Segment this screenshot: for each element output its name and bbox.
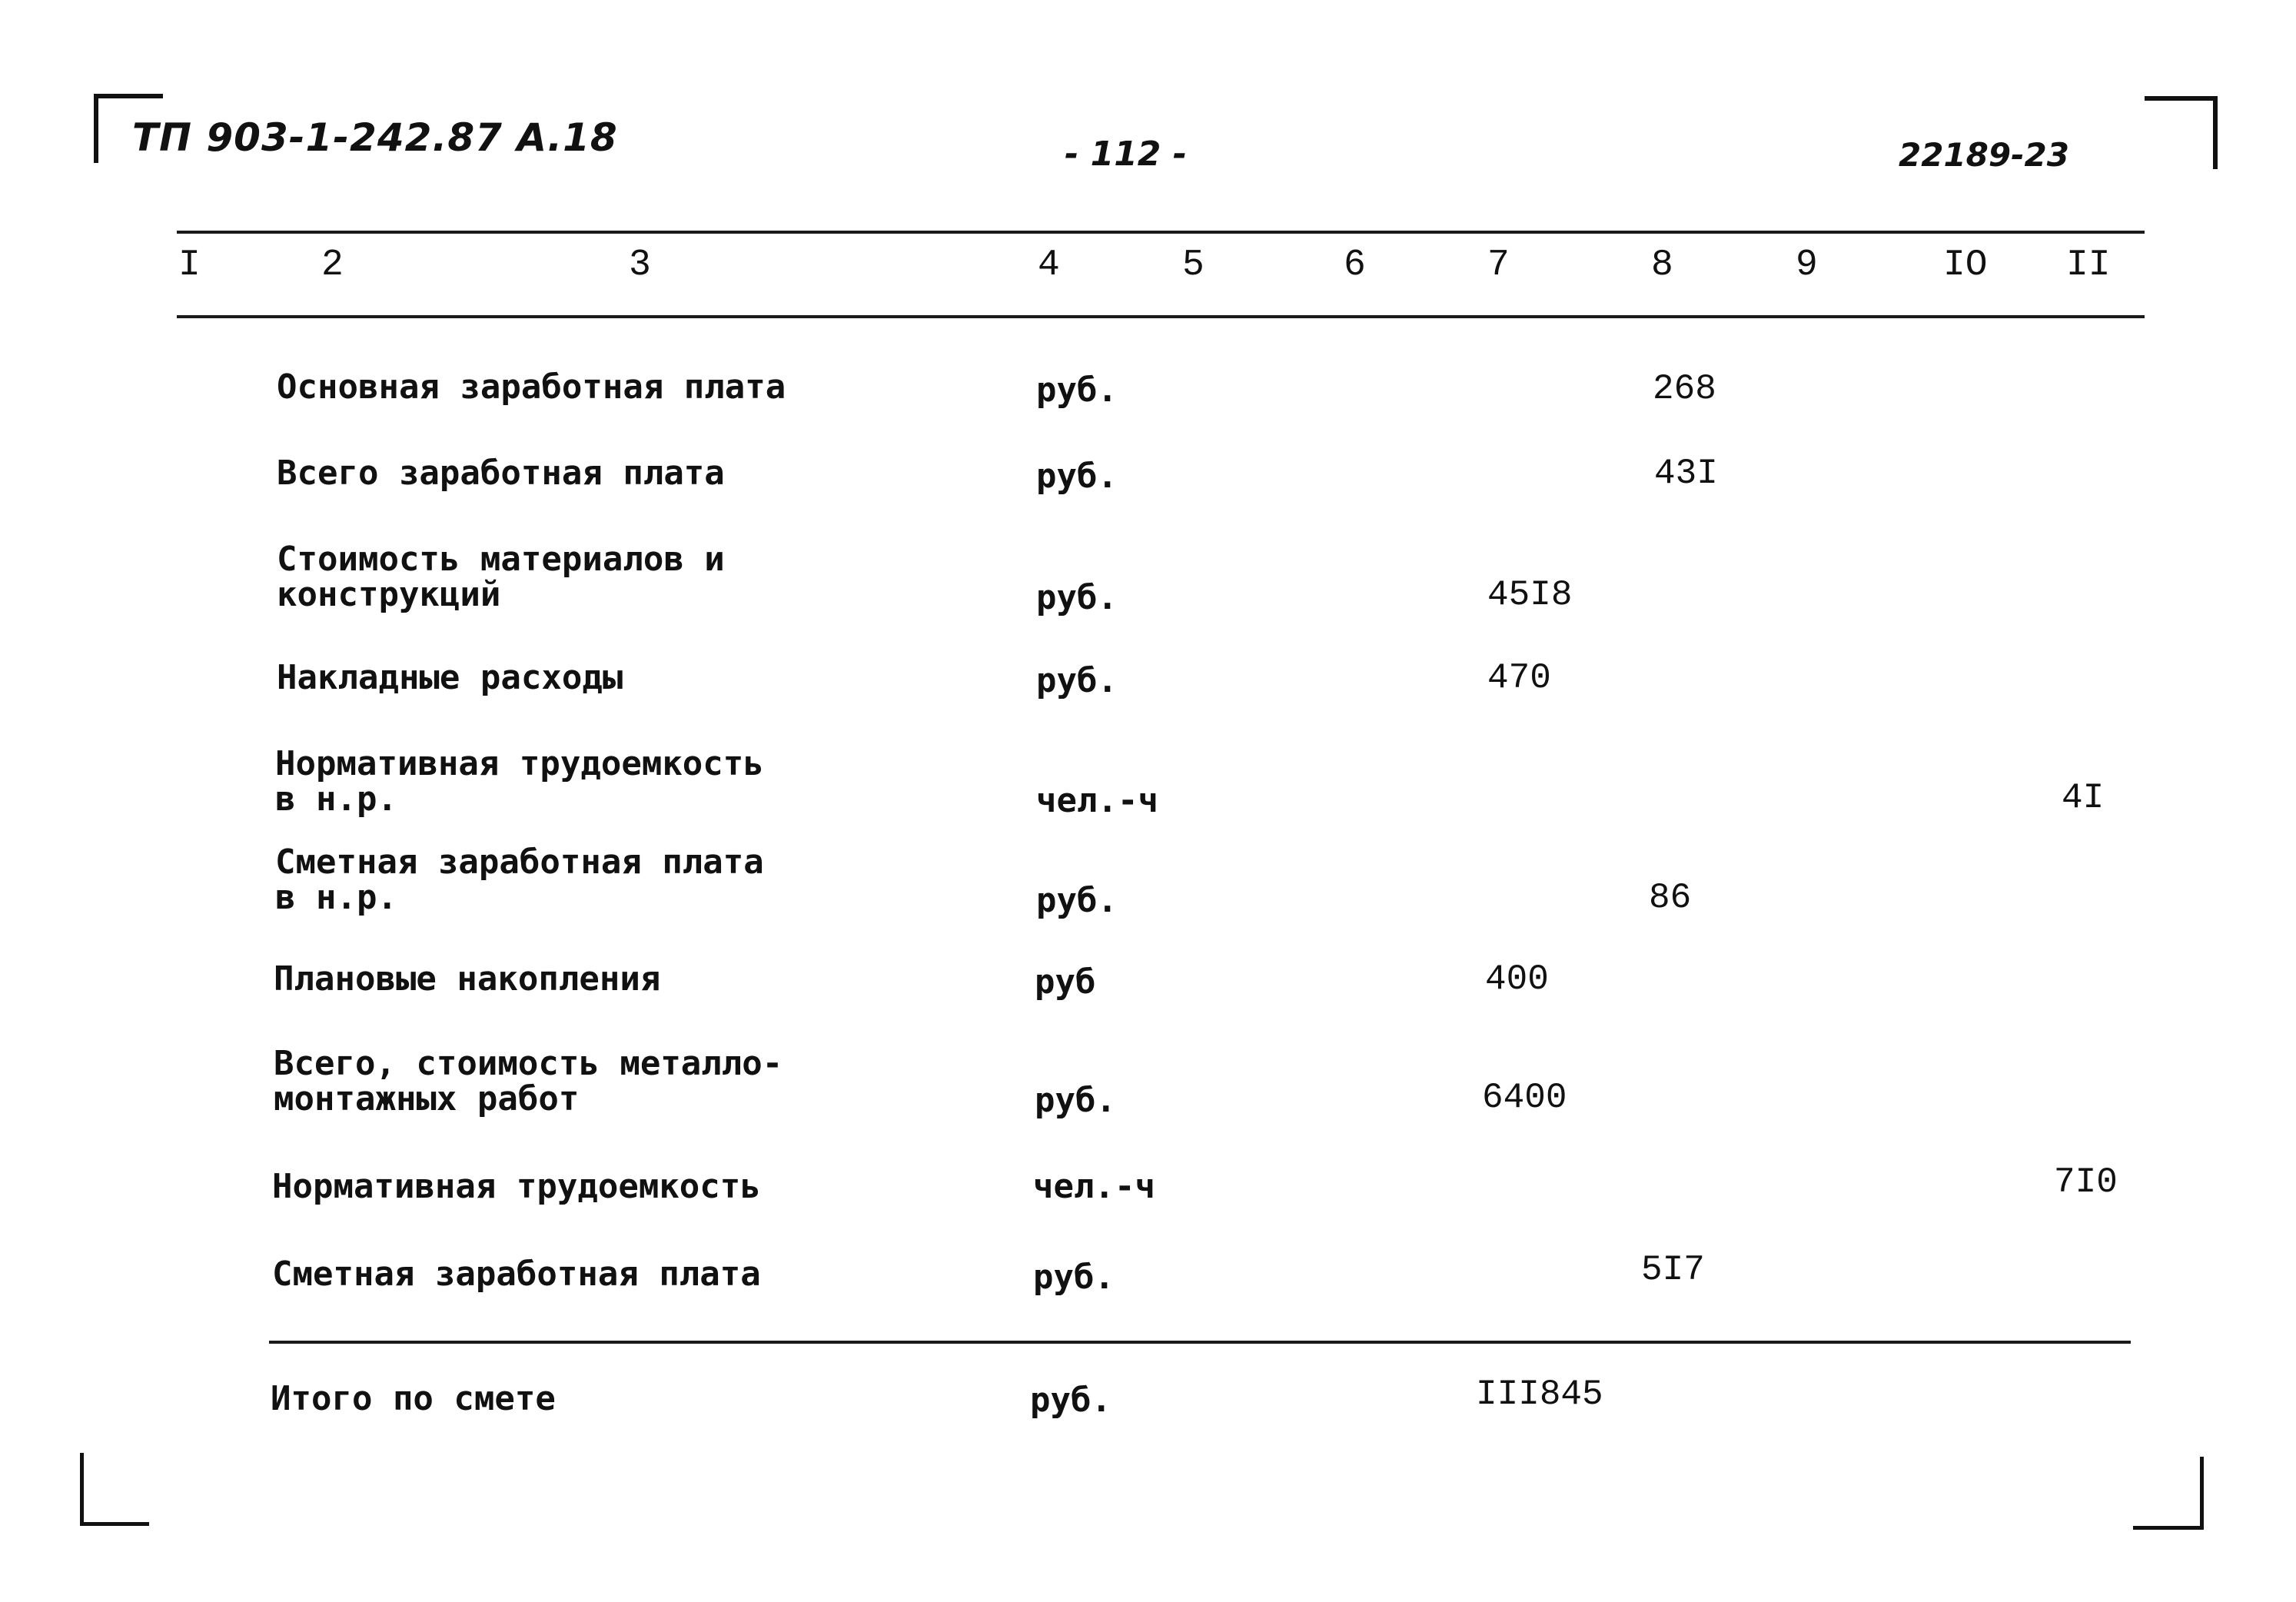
table-row-name: Накладные расходы <box>277 658 623 697</box>
table-row-unit: руб. <box>1035 1081 1116 1120</box>
total-separator-rule <box>269 1341 2131 1344</box>
total-row-unit: руб. <box>1030 1381 1111 1420</box>
table-row-name: Нормативная трудоемкость <box>272 1167 761 1206</box>
corner-mark-top-right-vertical <box>2213 96 2218 169</box>
table-header-bottom-rule <box>177 315 2145 318</box>
column-number-3: 3 <box>629 244 651 286</box>
table-row-col8-value: 43I <box>1654 454 1718 494</box>
table-row-col8-value: 86 <box>1649 878 1692 918</box>
corner-mark-bottom-right-vertical <box>2200 1457 2204 1530</box>
table-row-name-continued: конструкций <box>277 575 501 614</box>
table-row-col11-value: 7I0 <box>2054 1162 2118 1202</box>
table-row-name: Всего, стоимость металло- <box>274 1044 783 1083</box>
table-row-col7-value: 6400 <box>1482 1078 1567 1118</box>
column-number-8: 8 <box>1651 244 1673 286</box>
table-row-name-continued: в н.р. <box>275 878 397 917</box>
column-number-11: II <box>2066 244 2111 286</box>
document-code: ТП 903-1-242.87 А.18 <box>132 115 618 160</box>
table-row-unit: чел.-ч <box>1036 781 1158 820</box>
table-row-name: Всего заработная плата <box>277 454 725 493</box>
corner-mark-bottom-right-horizontal <box>2133 1526 2204 1530</box>
table-row-name: Нормативная трудоемкость <box>275 744 764 783</box>
table-row-col7-value: 45I8 <box>1487 575 1573 615</box>
table-row-name: Основная заработная плата <box>277 367 786 407</box>
table-row-name-continued: в н.р. <box>275 779 397 819</box>
column-number-4: 4 <box>1038 244 1060 286</box>
table-row-name: Сметная заработная плата <box>272 1255 761 1294</box>
corner-mark-top-left-horizontal <box>94 94 163 98</box>
table-row-unit: руб. <box>1036 578 1118 617</box>
table-row-name: Плановые накопления <box>274 959 661 999</box>
column-number-9: 9 <box>1796 244 1818 286</box>
total-row-name: Итого по смете <box>271 1379 556 1418</box>
table-row-unit: руб. <box>1036 661 1118 700</box>
table-row-unit: чел.-ч <box>1033 1167 1155 1206</box>
table-row-name: Стоимость материалов и <box>277 540 725 579</box>
table-row-col8-value: 5I7 <box>1641 1250 1705 1290</box>
corner-mark-top-right-horizontal <box>2145 96 2218 101</box>
corner-mark-bottom-left-vertical <box>80 1453 84 1526</box>
inventory-number: 22189-23 <box>1899 136 2069 174</box>
corner-mark-bottom-left-horizontal <box>80 1522 149 1526</box>
table-row-col11-value: 4I <box>2062 778 2105 818</box>
table-row-col7-value: 400 <box>1485 959 1549 999</box>
table-row-unit: руб. <box>1036 371 1118 410</box>
table-row-unit: руб. <box>1033 1258 1115 1297</box>
table-row-col8-value: 268 <box>1653 369 1716 409</box>
column-number-7: 7 <box>1487 244 1510 286</box>
column-number-10: IO <box>1943 244 1988 286</box>
column-number-2: 2 <box>321 244 344 286</box>
corner-mark-top-left-vertical <box>94 94 98 163</box>
table-row-unit: руб. <box>1036 457 1118 496</box>
table-row-unit: руб. <box>1036 881 1118 920</box>
column-number-1: I <box>178 244 201 286</box>
table-top-rule <box>177 231 2145 234</box>
total-row-col7-value: III845 <box>1476 1374 1603 1414</box>
column-number-6: 6 <box>1344 244 1366 286</box>
table-row-name-continued: монтажных работ <box>274 1079 580 1118</box>
table-row-unit: руб <box>1035 962 1096 1002</box>
table-row-col7-value: 470 <box>1487 658 1551 698</box>
page-number: - 112 - <box>1065 135 1188 174</box>
table-row-name: Сметная заработная плата <box>275 843 764 882</box>
column-number-5: 5 <box>1182 244 1204 286</box>
